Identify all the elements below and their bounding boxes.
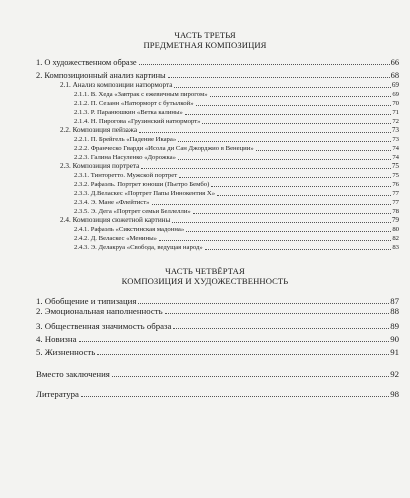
toc-entry[interactable]: 2.1.1. В. Хеда «Завтрак с ежевичным пирогом» 69 bbox=[74, 91, 399, 98]
toc-entry[interactable]: 3. Общественная значимость образа 89 bbox=[36, 321, 399, 331]
part3-heading-1: ЧАСТЬ ТРЕТЬЯ bbox=[174, 30, 236, 40]
toc-entry[interactable]: 2.2.1. П. Брейгель «Падение Икара» 73 bbox=[74, 136, 399, 143]
toc-entry[interactable]: 2.3.2. Рафаэль. Портрет юноши (Пьетро Бембо) 76 bbox=[74, 181, 399, 188]
toc-entry[interactable]: 2. Композиционный анализ картины 68 bbox=[36, 71, 399, 80]
part4-heading-2: КОМПОЗИЦИЯ И ХУДОЖЕСТВЕННОСТЬ bbox=[121, 276, 289, 286]
toc-entry[interactable]: 4. Новизна 90 bbox=[36, 334, 399, 344]
part3-heading-2: ПРЕДМЕТНАЯ КОМПОЗИЦИЯ bbox=[143, 40, 267, 50]
part4-heading-1: ЧАСТЬ ЧЕТВЁРТАЯ bbox=[165, 266, 245, 276]
toc-entry[interactable]: 2.3.4. Э. Мане «Флейтист» 77 bbox=[74, 199, 399, 206]
toc-entry[interactable]: 1. Обобщение и типизация 87 bbox=[36, 296, 399, 306]
toc-entry[interactable]: 2.1. Анализ композиции натюрморта 69 bbox=[60, 81, 399, 89]
toc-entry[interactable]: 2.1.2. П. Сезанн «Натюрморт с бутылкой» 70 bbox=[74, 100, 399, 107]
toc-entry[interactable]: 2.2.3. Галина Насуленко «Дорожка» 74 bbox=[74, 154, 399, 161]
toc-entry[interactable]: 2.1.4. Н. Пирогова «Грузинский натюрморт» 72 bbox=[74, 118, 399, 125]
toc-entry[interactable]: 2.3.5. Э. Дега «Портрет семьи Беллелли» 78 bbox=[74, 208, 399, 215]
toc-entry[interactable]: 2.4. Композиция сюжетной картины 79 bbox=[60, 216, 399, 224]
toc-entry-conclusion[interactable]: Вместо заключения 92 bbox=[36, 369, 399, 379]
toc-entry[interactable]: 2.3.3. Д.Веласкес «Портрет Папы Иннокентия Х» 77 bbox=[74, 190, 399, 197]
toc-entry[interactable]: 5. Жизненность 91 bbox=[36, 347, 399, 357]
toc-entry[interactable]: 2.4.3. Э. Делакруа «Свобода, ведущая народ» 83 bbox=[74, 244, 399, 251]
toc-entry[interactable]: 2.2. Композиция пейзажа 73 bbox=[60, 126, 399, 134]
toc-entry[interactable]: 2.4.2. Д. Веласкес «Менины» 82 bbox=[74, 235, 399, 242]
toc-entry[interactable]: 2.3. Композиция портрета 75 bbox=[60, 162, 399, 170]
toc-entry[interactable]: 2.4.1. Рафаэль «Сикстинская мадонна» 80 bbox=[74, 226, 399, 233]
toc-entry[interactable]: 2. Эмоциональная наполненность 88 bbox=[36, 306, 399, 316]
toc-entry[interactable]: 2.1.3. Р. Паранюшкин «Ветка калины» 71 bbox=[74, 109, 399, 116]
toc-entry[interactable]: 2.3.1. Тинторетто. Мужской портрет 75 bbox=[74, 172, 399, 179]
toc-entry[interactable]: 1. О художественном образе 66 bbox=[36, 58, 399, 67]
toc-entry[interactable]: 2.2.2. Франческо Гварди «Исола ди Сан Джорджио в Венеции» 74 bbox=[74, 145, 399, 152]
toc-entry-literature[interactable]: Литература 98 bbox=[36, 389, 399, 399]
